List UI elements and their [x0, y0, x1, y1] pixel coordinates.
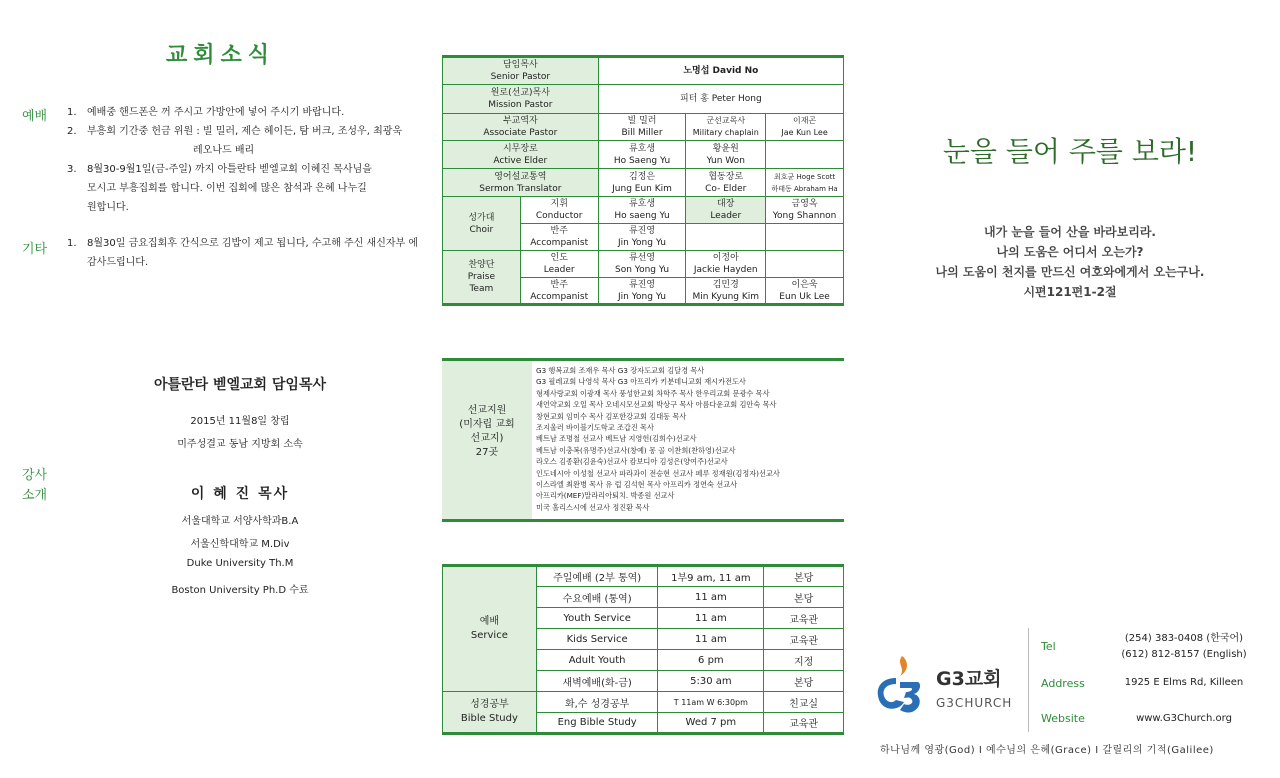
- address-value: 1925 E Elms Rd, Killeen: [1124, 677, 1244, 688]
- table-row: [443, 114, 844, 141]
- list-item: 1. 예배중 핸드폰은 꺼 주시고 가방안에 넣어 주시기 바랍니다.: [67, 107, 345, 118]
- list-item: 이스라엘 최완병 목사 유 럽 김석현 목사 아프리카 정연숙 선교사: [536, 480, 738, 490]
- missions-box: [442, 358, 844, 522]
- g3-church-logo-icon: [866, 650, 936, 720]
- choir-label: 성가대 Choir: [443, 197, 521, 251]
- divider: [1028, 628, 1029, 732]
- praise-leader-label: 인도 Leader: [520, 251, 598, 278]
- table-row: [443, 57, 844, 85]
- cover-headline: 눈을 들어 주를 보라!: [942, 135, 1198, 168]
- list-item: G3 행복교회 조재우 목사 G3 장자도교회 김달경 목사: [536, 366, 705, 375]
- praise-acc-1: 류진영 Jin Yong Yu: [598, 278, 686, 305]
- tel-label: Tel: [1041, 640, 1056, 653]
- missions-list: [536, 365, 780, 513]
- associate-pastor-label: 부교역자 Associate Pastor: [443, 114, 599, 141]
- worship-news-list: [67, 103, 427, 217]
- praise-acc-label: 반주 Accompanist: [520, 278, 598, 305]
- table-row: Youth Service 11 am 교육관: [443, 608, 844, 629]
- table-row: Kids Service 11 am 교육관: [443, 629, 844, 650]
- elder-label: 시무장로 Active Elder: [443, 141, 599, 169]
- choir-conductor-label: 지휘 Conductor: [520, 197, 598, 224]
- table-row: 성경공부 Bible Study 화,수 성경공부 T 11am W 6:30pm 친교실: [443, 692, 844, 713]
- speaker-label-2: 소개: [22, 488, 48, 503]
- list-item: 미국 홀리스시에 선교사 정진환 목사: [536, 502, 650, 512]
- etc-news-list: [67, 234, 427, 272]
- co-elder-names: 최호균 Hoge Scott 하태동 Abraham Ha: [766, 169, 844, 197]
- list-item: 2. 부흥회 기간중 헌금 위원 : 빌 밀러, 제슨 헤이든, 탐 버크, 조성우, 최광욱 레오나드 배리: [67, 126, 403, 156]
- website-label: Website: [1041, 712, 1085, 725]
- choir-conductor: 류호생 Ho saeng Yu: [598, 197, 686, 224]
- list-item: 형제사랑교회 이광재 목사 풍성한교회 차학주 목사 한우리교회 문광수 목사: [536, 388, 770, 398]
- service-label: 예배 Service: [443, 566, 537, 692]
- praise-acc-2: 김민경 Min Kyung Kim: [686, 278, 766, 305]
- praise-acc-3: 이은욱 Eun Uk Lee: [766, 278, 844, 305]
- table-row: [443, 169, 844, 197]
- table-row: [443, 251, 844, 278]
- table-row: [443, 85, 844, 114]
- elder-1: 류호생 Ho Saeng Yu: [598, 141, 686, 169]
- speaker-founded: 2015년 11월8일 창립: [190, 416, 290, 427]
- associate-pastor-2: 군선교목사 Military chaplain: [686, 114, 766, 141]
- speaker-edu-1: 서울대학교 서양사학과B.A: [181, 516, 299, 527]
- speaker-church: 아틀란타 벧엘교회 담임목사: [153, 377, 327, 393]
- news-title: 교회소식: [166, 43, 276, 68]
- speaker-edu-2: 서울신학대학교 M.Div: [190, 539, 290, 550]
- table-row: 새벽예배(화-금) 5:30 am 본당: [443, 671, 844, 692]
- footer-motto: 하나님께 영광(God) I 예수님의 은혜(Grace) I 갈릴리의 기적(Galilee): [880, 745, 1214, 756]
- list-item: 3. 8월30-9월1일(금-주일) 까지 아틀란타 벧엘교회 이혜진 목사님을 모시고 부흥집회를 합니다. 이번 집회에 많은 참석과 은혜 나누길 원합니다.: [67, 164, 372, 213]
- speaker-name: 이 혜 진 목사: [190, 486, 290, 502]
- tel-values: (254) 383-0408 (한국어) (612) 812-8157 (English): [1121, 633, 1247, 660]
- list-item: 새언약교회 오일 목사 오네시모선교회 박상구 목사 아름다운교회 김안숙 목사: [536, 400, 777, 410]
- list-item: 라오스 김종환(김윤숙)선교사 캄보디아 김성은(양여주)선교사: [536, 457, 728, 467]
- speaker-district: 미주성결교 동남 지방회 소속: [177, 439, 303, 450]
- co-elder-label: 협동장로 Co- Elder: [686, 169, 766, 197]
- choir-acc: 류진영 Jin Yong Yu: [598, 224, 686, 251]
- worship-schedule-table: [442, 564, 844, 735]
- table-row: 예배 Service 주일예배 (2부 통역) 1부9 am, 11 am 본당: [443, 566, 844, 587]
- mission-pastor-value: 피터 홍 Peter Hong: [598, 85, 843, 114]
- senior-pastor-value: 노명섭 David No: [598, 57, 843, 85]
- elder-2: 황윤원 Yun Won: [686, 141, 766, 169]
- associate-pastor-1: 빌 밀러 Bill Miller: [598, 114, 686, 141]
- translator-label: 영어설교통역 Sermon Translator: [443, 169, 599, 197]
- speaker-label-1: 강사: [22, 468, 48, 483]
- list-item: 1. 8월30일 금요집회후 간식으로 김밥이 제고 됩니다, 수고해 주신 새신자부 에 감사드립니다.: [67, 238, 419, 268]
- translator-1: 김정은 Jung Eun Kim: [598, 169, 686, 197]
- table-row: Eng Bible Study Wed 7 pm 교육관: [443, 713, 844, 734]
- staff-table: [442, 55, 844, 306]
- address-label: Address: [1041, 677, 1085, 690]
- bible-study-label: 성경공부 Bible Study: [443, 692, 537, 734]
- list-item: 인도네시아 이성철 선교사 파라과이 전승현 선교사 페루 정재원(김정자)선교사: [536, 468, 780, 478]
- bible-verse: 내가 눈을 들어 산을 바라보리라. 나의 도움은 어디서 오는가? 나의 도움이 천지를 만드신 여호와에게서 오는구나. 시편121편1-2절: [935, 225, 1205, 299]
- praise-leader-2: 이정아 Jackie Hayden: [686, 251, 766, 278]
- missions-label: 선교지원 (미자립 교회 선교지) 27곳: [442, 361, 532, 519]
- praise-leader-1: 류선영 Son Yong Yu: [598, 251, 686, 278]
- table-row: Adult Youth 6 pm 지정: [443, 650, 844, 671]
- website-link[interactable]: www.G3Church.org: [1136, 713, 1232, 724]
- list-item: 조지울러 바이블기도학교 조갑진 목사: [536, 423, 654, 433]
- associate-pastor-3: 이재곤 Jae Kun Lee: [766, 114, 844, 141]
- etc-section-label: 기타: [22, 242, 48, 257]
- logo-name: G3교회: [936, 668, 1002, 690]
- list-item: 창현교회 임미수 목사 김포한강교회 김대동 목사: [536, 411, 687, 421]
- speaker-edu-3: Duke University Th.M: [186, 558, 294, 569]
- list-item: G3 필레교회 나영석 목사 G3 아프리카 키분데니교회 재시카전도사: [536, 377, 746, 387]
- table-row: [443, 141, 844, 169]
- logo-subtitle: G3CHURCH: [936, 696, 1013, 710]
- worship-section-label: 예배: [22, 109, 48, 124]
- speaker-edu-4: Boston University Ph.D 수료: [171, 585, 309, 596]
- choir-leader-label: 대장 Leader: [686, 197, 766, 224]
- table-row: [443, 197, 844, 224]
- senior-pastor-label: 담임목사 Senior Pastor: [443, 57, 599, 85]
- praise-label: 찬양단 Praise Team: [443, 251, 521, 305]
- choir-acc-label: 반주 Accompanist: [520, 224, 598, 251]
- choir-leader: 금영옥 Yong Shannon: [766, 197, 844, 224]
- list-item: 베트남 조명철 선교사 베트남 지영헌(김희수)선교사: [536, 434, 697, 444]
- list-item: 아프리카(MEF)말라리아퇴치. 박종원 선교사: [536, 491, 675, 501]
- table-row: 수요예배 (통역) 11 am 본당: [443, 587, 844, 608]
- mission-pastor-label: 원로(선교)목사 Mission Pastor: [443, 85, 599, 114]
- list-item: 베트남 이충복(유명주)선교사(창예) 몽 골 이찬희(찬하영)선교사: [536, 445, 736, 455]
